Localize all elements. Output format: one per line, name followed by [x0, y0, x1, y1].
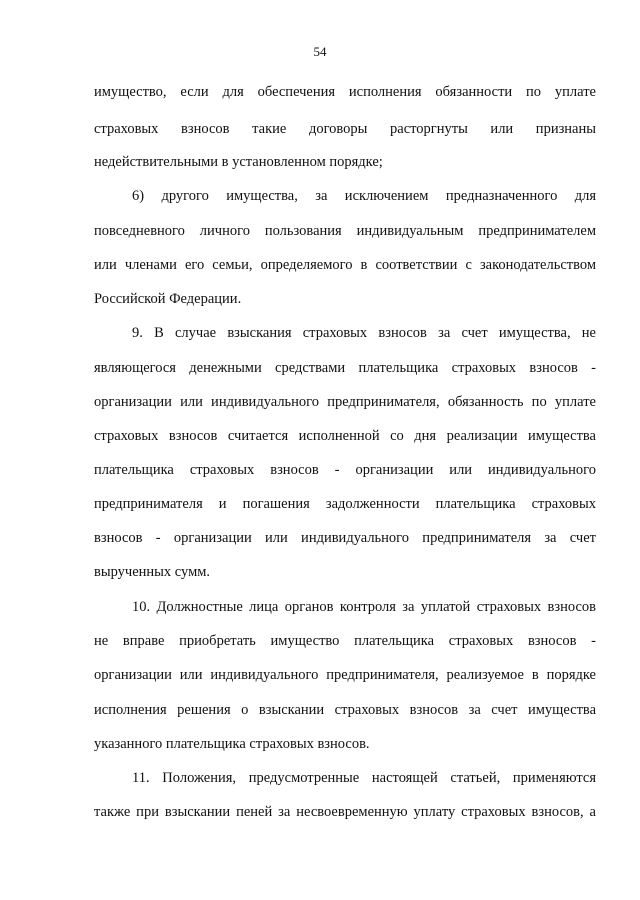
text-line: являющегося денежными средствами плательщика страховых взносов -	[94, 360, 596, 376]
text-line: или членами его семьи, определяемого в соответствии с законодательством	[94, 257, 596, 273]
text-line: вырученных сумм.	[94, 564, 211, 580]
page-number: 54	[313, 44, 327, 59]
text-line: имущество, если для обеспечения исполнения обязанности по уплате	[94, 84, 596, 100]
text-line: недействительными в установленном порядке;	[94, 154, 383, 170]
text-line: плательщика страховых взносов - организации или индивидуального	[94, 462, 596, 478]
text-line: также при взыскании пеней за несвоевременную уплату страховых взносов, а	[94, 804, 596, 820]
text-line: 6) другого имущества, за исключением предназначенного для	[132, 188, 596, 204]
text-line: организации или индивидуального предпринимателя, обязанность по уплате	[94, 394, 596, 410]
text-line: не вправе приобретать имущество плательщика страховых взносов -	[94, 633, 596, 649]
text-line: 9. В случае взыскания страховых взносов за счет имущества, не	[132, 325, 596, 341]
text-line: 11. Положения, предусмотренные настоящей статьей, применяются	[132, 770, 596, 786]
text-line: повседневного личного пользования индивидуальным предпринимателем	[94, 223, 596, 239]
text-line: взносов - организации или индивидуального предпринимателя за счет	[94, 530, 596, 546]
text-line: указанного плательщика страховых взносов.	[94, 736, 370, 752]
text-line: Российской Федерации.	[94, 291, 242, 307]
text-line: страховых взносов считается исполненной со дня реализации имущества	[94, 428, 596, 444]
text-line: исполнения решения о взыскании страховых взносов за счет имущества	[94, 702, 596, 718]
text-line: страховых взносов такие договоры расторгнуты или признаны	[94, 121, 596, 137]
text-line: организации или индивидуального предпринимателя, реализуемое в порядке	[94, 667, 596, 683]
text-line: 10. Должностные лица органов контроля за уплатой страховых взносов	[132, 599, 596, 615]
text-line: предпринимателя и погашения задолженности плательщика страховых	[94, 496, 596, 512]
